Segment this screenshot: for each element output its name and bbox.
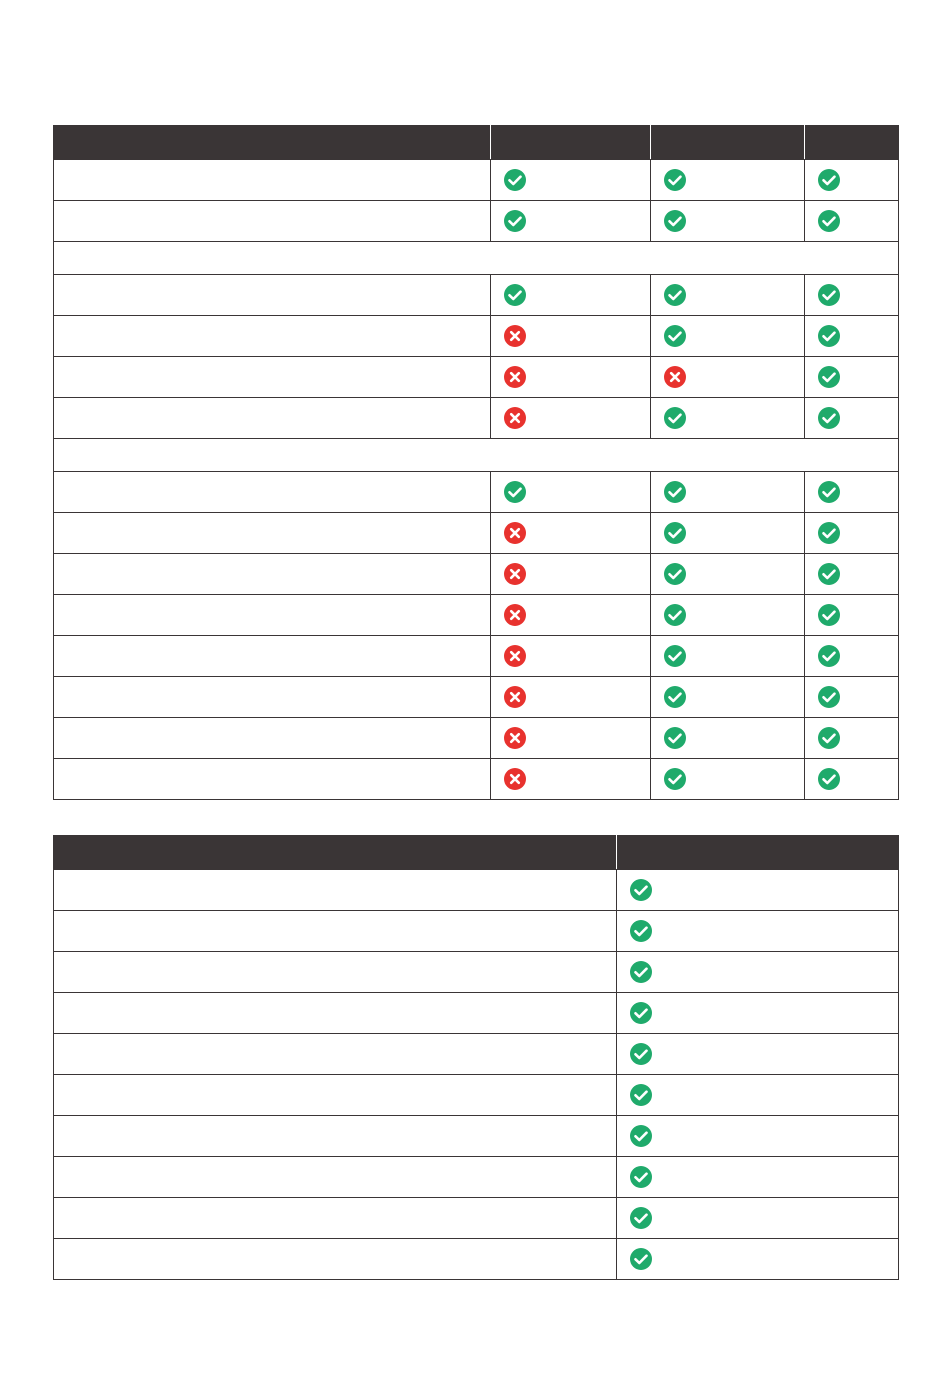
- check-icon: [663, 168, 687, 192]
- status-cell: [491, 513, 651, 554]
- row-label: [54, 160, 491, 201]
- features-table: [53, 835, 899, 1280]
- row-label: [54, 472, 491, 513]
- cross-icon: [503, 562, 527, 586]
- status-cell: [805, 636, 899, 677]
- status-cell: [805, 677, 899, 718]
- status-cell: [491, 759, 651, 800]
- table-row: [54, 952, 899, 993]
- table-row: [54, 718, 899, 759]
- cross-icon: [503, 406, 527, 430]
- table-row: [54, 275, 899, 316]
- status-cell: [651, 472, 805, 513]
- status-cell: [617, 1034, 899, 1075]
- check-icon: [817, 562, 841, 586]
- status-cell: [805, 160, 899, 201]
- status-cell: [651, 201, 805, 242]
- check-icon: [817, 685, 841, 709]
- table-row: [54, 1198, 899, 1239]
- check-icon: [817, 644, 841, 668]
- status-cell: [805, 718, 899, 759]
- check-icon: [629, 1165, 653, 1189]
- table-row: [54, 911, 899, 952]
- status-cell: [805, 759, 899, 800]
- status-cell: [805, 201, 899, 242]
- table-row: [54, 357, 899, 398]
- cross-icon: [503, 726, 527, 750]
- check-icon: [663, 562, 687, 586]
- row-label: [54, 677, 491, 718]
- check-icon: [629, 878, 653, 902]
- cross-icon: [503, 521, 527, 545]
- table-row: [54, 554, 899, 595]
- row-label: [54, 357, 491, 398]
- section-label: [54, 242, 899, 275]
- section-label: [54, 439, 899, 472]
- check-icon: [817, 726, 841, 750]
- check-icon: [663, 644, 687, 668]
- check-icon: [663, 406, 687, 430]
- table-row: [54, 1034, 899, 1075]
- table-row: [54, 316, 899, 357]
- table-row: [54, 870, 899, 911]
- cross-icon: [503, 685, 527, 709]
- status-cell: [491, 316, 651, 357]
- status-cell: [491, 275, 651, 316]
- status-cell: [491, 160, 651, 201]
- status-cell: [651, 357, 805, 398]
- check-icon: [817, 365, 841, 389]
- row-label: [54, 1116, 617, 1157]
- check-icon: [663, 209, 687, 233]
- status-cell: [491, 554, 651, 595]
- row-label: [54, 870, 617, 911]
- status-cell: [617, 1157, 899, 1198]
- table-row: [54, 201, 899, 242]
- row-label: [54, 1075, 617, 1116]
- header-feature: [54, 836, 617, 870]
- table-row: [54, 513, 899, 554]
- table-row: [54, 1157, 899, 1198]
- status-cell: [491, 718, 651, 759]
- status-cell: [651, 316, 805, 357]
- check-icon: [629, 919, 653, 943]
- status-cell: [491, 357, 651, 398]
- header-plan-3: [805, 126, 899, 160]
- check-icon: [629, 1247, 653, 1271]
- row-label: [54, 993, 617, 1034]
- status-cell: [805, 398, 899, 439]
- check-icon: [663, 521, 687, 545]
- table-row: [54, 677, 899, 718]
- status-cell: [617, 911, 899, 952]
- cross-icon: [503, 603, 527, 627]
- section-row: [54, 439, 899, 472]
- status-cell: [651, 718, 805, 759]
- status-cell: [805, 513, 899, 554]
- row-label: [54, 316, 491, 357]
- comparison-body: [54, 160, 899, 800]
- row-label: [54, 1198, 617, 1239]
- comparison-table: [53, 125, 899, 800]
- check-icon: [503, 283, 527, 307]
- check-icon: [629, 1206, 653, 1230]
- check-icon: [663, 324, 687, 348]
- table-row: [54, 993, 899, 1034]
- row-label: [54, 595, 491, 636]
- check-icon: [817, 283, 841, 307]
- status-cell: [651, 595, 805, 636]
- check-icon: [817, 168, 841, 192]
- table-row: [54, 472, 899, 513]
- status-cell: [805, 554, 899, 595]
- row-label: [54, 636, 491, 677]
- row-label: [54, 759, 491, 800]
- comparison-header-row: [54, 126, 899, 160]
- status-cell: [617, 1116, 899, 1157]
- table-row: [54, 595, 899, 636]
- check-icon: [817, 767, 841, 791]
- check-icon: [817, 480, 841, 504]
- status-cell: [651, 677, 805, 718]
- header-plan-1: [491, 126, 651, 160]
- status-cell: [491, 201, 651, 242]
- check-icon: [663, 685, 687, 709]
- row-label: [54, 275, 491, 316]
- status-cell: [491, 636, 651, 677]
- status-cell: [617, 1075, 899, 1116]
- status-cell: [805, 316, 899, 357]
- check-icon: [817, 603, 841, 627]
- status-cell: [491, 595, 651, 636]
- table-row: [54, 1116, 899, 1157]
- table-row: [54, 636, 899, 677]
- header-feature: [54, 126, 491, 160]
- table-row: [54, 1239, 899, 1280]
- status-cell: [617, 870, 899, 911]
- check-icon: [503, 480, 527, 504]
- check-icon: [817, 209, 841, 233]
- check-icon: [663, 480, 687, 504]
- status-cell: [651, 513, 805, 554]
- cross-icon: [663, 365, 687, 389]
- row-label: [54, 952, 617, 993]
- cross-icon: [503, 644, 527, 668]
- status-cell: [651, 275, 805, 316]
- check-icon: [663, 726, 687, 750]
- table-row: [54, 398, 899, 439]
- status-cell: [651, 759, 805, 800]
- check-icon: [629, 1083, 653, 1107]
- status-cell: [617, 1239, 899, 1280]
- status-cell: [491, 398, 651, 439]
- check-icon: [629, 1042, 653, 1066]
- check-icon: [817, 324, 841, 348]
- cross-icon: [503, 767, 527, 791]
- row-label: [54, 718, 491, 759]
- cross-icon: [503, 365, 527, 389]
- status-cell: [651, 636, 805, 677]
- status-cell: [491, 472, 651, 513]
- status-cell: [805, 595, 899, 636]
- check-icon: [817, 406, 841, 430]
- status-cell: [617, 993, 899, 1034]
- check-icon: [503, 209, 527, 233]
- status-cell: [617, 1198, 899, 1239]
- check-icon: [663, 603, 687, 627]
- header-included: [617, 836, 899, 870]
- status-cell: [651, 398, 805, 439]
- row-label: [54, 911, 617, 952]
- header-plan-2: [651, 126, 805, 160]
- table-row: [54, 759, 899, 800]
- section-row: [54, 242, 899, 275]
- features-header-row: [54, 836, 899, 870]
- status-cell: [805, 472, 899, 513]
- check-icon: [817, 521, 841, 545]
- check-icon: [663, 283, 687, 307]
- check-icon: [629, 1001, 653, 1025]
- row-label: [54, 1034, 617, 1075]
- check-icon: [629, 1124, 653, 1148]
- row-label: [54, 1239, 617, 1280]
- table-row: [54, 160, 899, 201]
- check-icon: [663, 767, 687, 791]
- features-body: [54, 870, 899, 1280]
- row-label: [54, 201, 491, 242]
- row-label: [54, 513, 491, 554]
- check-icon: [503, 168, 527, 192]
- check-icon: [629, 960, 653, 984]
- status-cell: [651, 554, 805, 595]
- cross-icon: [503, 324, 527, 348]
- table-row: [54, 1075, 899, 1116]
- status-cell: [491, 677, 651, 718]
- row-label: [54, 1157, 617, 1198]
- row-label: [54, 554, 491, 595]
- status-cell: [805, 275, 899, 316]
- status-cell: [805, 357, 899, 398]
- status-cell: [651, 160, 805, 201]
- status-cell: [617, 952, 899, 993]
- row-label: [54, 398, 491, 439]
